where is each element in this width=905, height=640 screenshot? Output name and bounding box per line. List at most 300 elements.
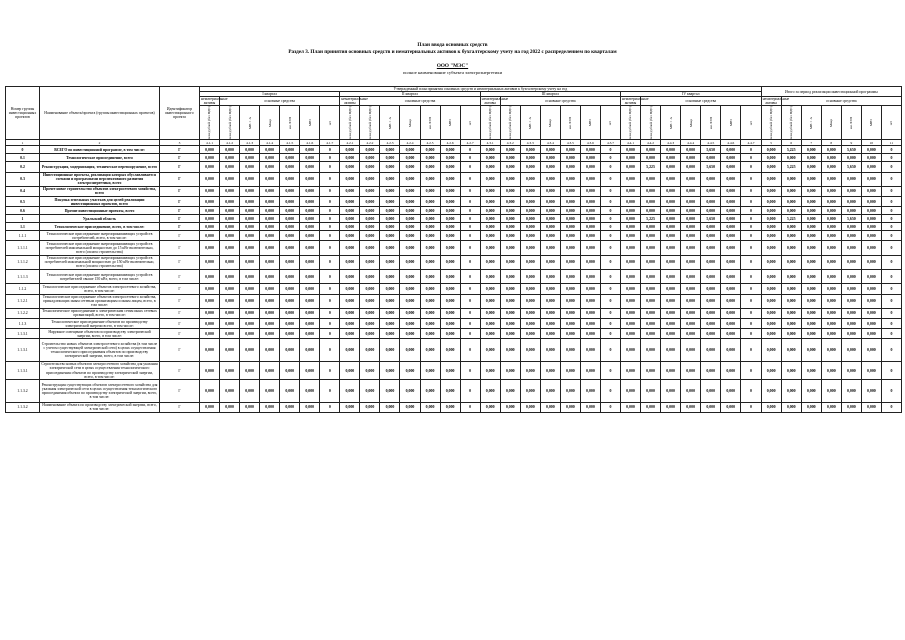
row-name: Уральский область [40,215,160,223]
column-number: 4.4.3 [661,140,681,146]
row-value: 0 [460,241,480,255]
row-value: 0,000 [761,162,781,172]
row-value: 0,000 [540,339,560,362]
row-value: 0,000 [540,231,560,241]
row-value: 0 [320,146,340,154]
row-value: 0,000 [620,223,640,231]
row-value: 0,000 [821,361,841,379]
row-value: 0,000 [340,146,360,154]
row-value: 0,000 [821,339,841,362]
row-value: 0,000 [400,270,420,284]
row-value: 0,000 [861,223,881,231]
row-value: 0,000 [300,308,320,318]
row-value: 0,000 [801,215,821,223]
row-value: 0,000 [540,329,560,339]
row-value: 0,000 [440,231,460,241]
row-value: 5,225 [781,146,801,154]
row-value: 5,225 [781,162,801,172]
row-value: 0,000 [520,308,540,318]
row-value: 0,000 [701,186,721,196]
row-value: 0,000 [240,319,260,329]
row-value: 0 [741,207,761,215]
row-value: 0,000 [620,361,640,379]
row-value: 0,000 [620,308,640,318]
row-value: 0,000 [240,197,260,207]
row-value: 0,000 [260,172,280,186]
row-number: 1.1.3.1 [6,339,40,362]
row-value: 0,000 [641,197,661,207]
row-value: 0 [741,231,761,241]
column-number: 4.3.3 [520,140,540,146]
row-value: 0 [460,270,480,284]
row-value: 0,000 [360,162,380,172]
row-value: 0,000 [620,215,640,223]
row-value: 0,000 [500,146,520,154]
row-value: 0,000 [540,223,560,231]
row-value: 0,000 [560,361,580,379]
header-subcol: МВт [721,106,741,140]
row-value: 0,000 [580,329,600,339]
header-group-number: Номер группы инвестиционных проектов [6,87,40,140]
row-number: 1.1.1.3 [6,270,40,284]
row-value: 0,000 [260,146,280,154]
header-os: основные средства [360,97,480,106]
row-value: 0,000 [380,146,400,154]
row-value: 0,000 [781,402,801,412]
row-value: 0,000 [520,319,540,329]
row-value: 0,000 [661,270,681,284]
row-value: 0,000 [641,308,661,318]
row-value: 0 [320,270,340,284]
row-value: 0,000 [801,186,821,196]
row-value: 0,000 [861,154,881,162]
row-value: 0,000 [200,255,220,269]
row-number: 0.1 [6,154,40,162]
row-value: 0 [320,402,340,412]
row-value: 0,000 [681,402,701,412]
row-value: 0,000 [641,361,661,379]
row-value: 0,000 [300,294,320,308]
row-value: 0,000 [781,223,801,231]
row-value: 0,000 [340,294,360,308]
row-value: 0 [741,197,761,207]
row-value: 0,000 [861,284,881,294]
row-value: 0,000 [200,361,220,379]
row-value: 0,000 [721,329,741,339]
row-value: 0 [741,186,761,196]
row-number: 1.1.1.1 [6,241,40,255]
column-number: 4.2.2 [360,140,380,146]
row-value: 0,000 [500,197,520,207]
row-value: 0,000 [701,154,721,162]
row-value: 0 [320,207,340,215]
row-value: 0,000 [841,339,861,362]
doc-section: Раздел 3. План принятия основных средств и нематериальных активов к бухгалтерскому учету на год 2022 с распределением по кварталам [288,49,617,55]
row-value: 0,000 [620,231,640,241]
row-value: 0,000 [721,284,741,294]
header-subcol: МВ×А [520,106,540,140]
row-value: 0,000 [300,339,320,362]
row-value: 0,000 [681,380,701,403]
row-value: 0,000 [300,215,320,223]
row-value: 0,000 [220,162,240,172]
row-value: 0,000 [380,197,400,207]
row-value: 0,000 [540,380,560,403]
header-subcol: млн рублей (без НДС) [340,106,360,140]
row-value: 0,000 [420,329,440,339]
row-value: 0 [460,329,480,339]
row-value: 0,000 [761,215,781,223]
row-value: 0 [741,308,761,318]
header-subcol: МВт [580,106,600,140]
row-value: 0,000 [220,308,240,318]
row-value: 0,000 [781,241,801,255]
row-value: 0,000 [681,172,701,186]
row-value: 0,000 [801,380,821,403]
row-value: 0,000 [540,294,560,308]
row-value: 0,000 [861,319,881,329]
row-value: 0,000 [841,402,861,412]
row-value: 0 [881,215,901,223]
row-value: 0,000 [620,172,640,186]
row-value: 0,000 [300,380,320,403]
row-value: 0,000 [380,241,400,255]
row-value: 0,000 [520,231,540,241]
row-value: 0,000 [681,223,701,231]
row-value: 0,000 [781,319,801,329]
row-value: 0 [320,361,340,379]
row-value: 0,000 [360,284,380,294]
header-subcol: МВ×А [240,106,260,140]
row-value: 0 [600,361,620,379]
plan-table [5,86,902,413]
row-value: 0,000 [861,294,881,308]
row-value: 0,000 [300,154,320,162]
row-value: 0,000 [721,146,741,154]
row-value: 0 [460,308,480,318]
row-value: 0,000 [821,197,841,207]
row-value: 0,000 [821,215,841,223]
row-value: 0,000 [200,308,220,318]
row-value: 0,000 [420,186,440,196]
row-value: 0,000 [340,308,360,318]
table-row [6,231,902,241]
table-row [6,255,902,269]
row-value: 0 [881,284,901,294]
row-value: 0,000 [400,186,420,196]
table-row [6,207,902,215]
row-value: 0,000 [420,207,440,215]
row-value: 0,000 [781,172,801,186]
row-id: Г [160,319,200,329]
row-value: 0 [320,380,340,403]
row-value: 0 [320,186,340,196]
row-value: 0,000 [300,146,320,154]
row-value: 0,000 [661,172,681,186]
column-number: 9 [841,140,861,146]
row-value: 0,000 [681,197,701,207]
row-value: 0,000 [701,319,721,329]
row-value: 0,000 [641,207,661,215]
row-value: 0,000 [641,241,661,255]
row-value: 0,000 [240,146,260,154]
row-value: 0,000 [540,154,560,162]
row-value: 0,000 [620,255,640,269]
row-value: 0 [600,146,620,154]
row-value: 0,000 [540,197,560,207]
row-value: 0,000 [841,223,861,231]
row-number: 0 [6,146,40,154]
row-value: 0 [320,284,340,294]
row-value: 0,000 [420,402,440,412]
row-value: 0,000 [580,223,600,231]
header-nma: нематериальные активы [201,97,228,106]
row-value: 0,000 [380,380,400,403]
row-value: 0,000 [240,402,260,412]
row-value: 0,000 [420,162,440,172]
row-value: 0,000 [580,215,600,223]
row-value: 0,000 [360,186,380,196]
row-value: 0,000 [641,402,661,412]
row-value: 0 [600,284,620,294]
row-value: 0,000 [200,154,220,162]
row-value: 0,000 [821,207,841,215]
row-value: 0,000 [801,402,821,412]
header-os: основные средства [220,97,340,106]
row-value: 0,000 [300,319,320,329]
header-subcol: млн рублей (без НДС) [200,106,220,140]
row-value: 0 [460,294,480,308]
row-value: 0,000 [861,146,881,154]
row-value: 0 [741,329,761,339]
row-value: 0,000 [580,319,600,329]
row-value: 0,000 [580,154,600,162]
row-value: 0,000 [801,197,821,207]
row-value: 0,000 [801,361,821,379]
row-value: 0,000 [240,207,260,215]
row-value: 0,000 [420,270,440,284]
row-value: 0,000 [420,294,440,308]
row-value: 0,000 [540,172,560,186]
column-number: 4.2.6 [440,140,460,146]
header-subcol: шт [600,106,620,140]
row-value: 0,000 [661,294,681,308]
row-value: 0,000 [520,215,540,223]
row-value: 0,000 [721,294,741,308]
row-value: 0,000 [821,146,841,154]
row-value: 0,000 [300,207,320,215]
row-value: 0,000 [580,197,600,207]
column-number: 4.3.5 [560,140,580,146]
row-value: 0,000 [540,308,560,318]
row-value: 0,000 [560,329,580,339]
row-value: 0,000 [620,380,640,403]
row-value: 0 [741,215,761,223]
row-value: 0,000 [580,402,600,412]
row-value: 0,000 [380,329,400,339]
column-number: 8 [821,140,841,146]
row-value: 0,000 [280,146,300,154]
row-name: Наименование объекта по производству электрической энергии, всего, в том числе: [40,402,160,412]
header-subcol: Мвар [260,106,280,140]
row-value: 0,000 [400,231,420,241]
row-value: 0,000 [620,162,640,172]
doc-title: План ввода основных средств [417,42,488,48]
column-number: 7 [801,140,821,146]
header-subcol: Мвар [681,106,701,140]
row-name: Технологическое присоединение энергопринимающих устройств потребителей максимальной мощностью до 150 кВт включительно, всего (оплата строительства) [40,255,160,269]
row-value: 0 [600,241,620,255]
row-value: 0,000 [360,215,380,223]
row-value: 0,000 [580,255,600,269]
header-subcol: шт [320,106,340,140]
row-value: 0,000 [781,197,801,207]
row-value: 0,000 [841,197,861,207]
column-number: 4.2.7 [460,140,480,146]
row-value: 0,000 [520,197,540,207]
row-value: 0,000 [781,231,801,241]
row-value: 0,000 [380,270,400,284]
row-value: 0,000 [841,270,861,284]
row-value: 0,000 [761,186,781,196]
row-value: 0,000 [761,361,781,379]
row-value: 0,000 [220,319,240,329]
row-value: 0,000 [480,223,500,231]
row-value: 0,000 [560,319,580,329]
row-value: 0,000 [620,402,640,412]
row-value: 0,000 [200,223,220,231]
row-value: 0,000 [661,146,681,154]
column-number: 4.4.2 [641,140,661,146]
row-value: 0,000 [821,402,841,412]
row-value: 0,000 [400,284,420,294]
row-value: 0 [460,255,480,269]
row-value: 0,000 [340,172,360,186]
row-value: 0,000 [661,339,681,362]
row-value: 0,000 [801,154,821,162]
row-value: 0,000 [661,215,681,223]
row-value: 0 [881,294,901,308]
row-value: 0 [600,154,620,162]
header-nma: нематериальные активы [621,97,649,106]
row-value: 0,000 [260,241,280,255]
row-value: 0,000 [560,162,580,172]
row-value: 0,000 [580,294,600,308]
row-number: 1.1 [6,223,40,231]
row-value: 0,000 [360,241,380,255]
row-value: 0,000 [500,329,520,339]
row-value: 0,000 [620,294,640,308]
row-value: 0 [320,339,340,362]
column-number: 4.3.1 [480,140,500,146]
row-value: 0,000 [380,319,400,329]
row-value: 0,000 [761,172,781,186]
row-value: 0,000 [781,294,801,308]
row-value: 0 [741,241,761,255]
row-value: 0,000 [540,215,560,223]
row-value: 0,000 [520,223,540,231]
row-value: 0,000 [500,308,520,318]
row-value: 0,000 [801,308,821,318]
row-value: 0,000 [200,197,220,207]
row-value: 0,000 [580,339,600,362]
row-value: 0,000 [701,255,721,269]
row-id: Г [160,361,200,379]
row-value: 0,000 [641,284,661,294]
row-value: 0,000 [440,186,460,196]
row-value: 0,000 [240,241,260,255]
row-value: 0,000 [801,255,821,269]
row-value: 0,000 [721,162,741,172]
row-value: 0,000 [380,207,400,215]
row-value: 0 [460,319,480,329]
column-number: 4.2.5 [420,140,440,146]
row-value: 0,000 [861,197,881,207]
row-value: 0,000 [360,380,380,403]
row-value: 0,000 [400,197,420,207]
row-value: 0,000 [480,380,500,403]
row-value: 0,000 [641,172,661,186]
row-value: 0,000 [480,207,500,215]
row-value: 0,000 [480,339,500,362]
row-value: 0,000 [520,361,540,379]
row-value: 0,000 [620,339,640,362]
row-value: 0,000 [761,402,781,412]
column-number: 1 [6,140,40,146]
row-value: 0,000 [721,339,741,362]
row-value: 0,000 [220,339,240,362]
row-value: 0,000 [761,146,781,154]
row-number: 1.1.2.1 [6,294,40,308]
header-nma: нематериальные активы [341,97,368,106]
table-row [6,294,902,308]
row-value: 0,000 [701,270,721,284]
row-value: 0,000 [300,186,320,196]
row-value: 0,000 [721,172,741,186]
table-row [6,154,902,162]
row-value: 0,000 [280,329,300,339]
row-value: 0,000 [260,162,280,172]
row-value: 0,000 [560,215,580,223]
row-value: 0,000 [500,231,520,241]
row-value: 0,000 [220,380,240,403]
row-value: 0,000 [681,339,701,362]
row-value: 0,000 [540,270,560,284]
table-row [6,308,902,318]
row-value: 0,000 [500,284,520,294]
table-row [6,361,902,379]
row-value: 0,000 [280,319,300,329]
row-value: 0 [741,319,761,329]
row-value: 0,000 [620,154,640,162]
row-value: 0,000 [400,241,420,255]
row-value: 0,000 [380,223,400,231]
row-value: 0 [600,162,620,172]
row-value: 0 [460,186,480,196]
row-value: 0,000 [701,223,721,231]
header-q4: IV квартал [620,92,761,97]
row-value: 0,000 [761,255,781,269]
row-value: 0,000 [661,255,681,269]
row-value: 0,000 [861,172,881,186]
row-value: 0,000 [420,146,440,154]
row-number: 1.1.1 [6,231,40,241]
row-value: 0,000 [480,186,500,196]
row-value: 0,000 [220,402,240,412]
row-value: 0,000 [721,154,741,162]
row-value: 0 [881,402,901,412]
header-subcol: км ЛЭП [560,106,580,140]
